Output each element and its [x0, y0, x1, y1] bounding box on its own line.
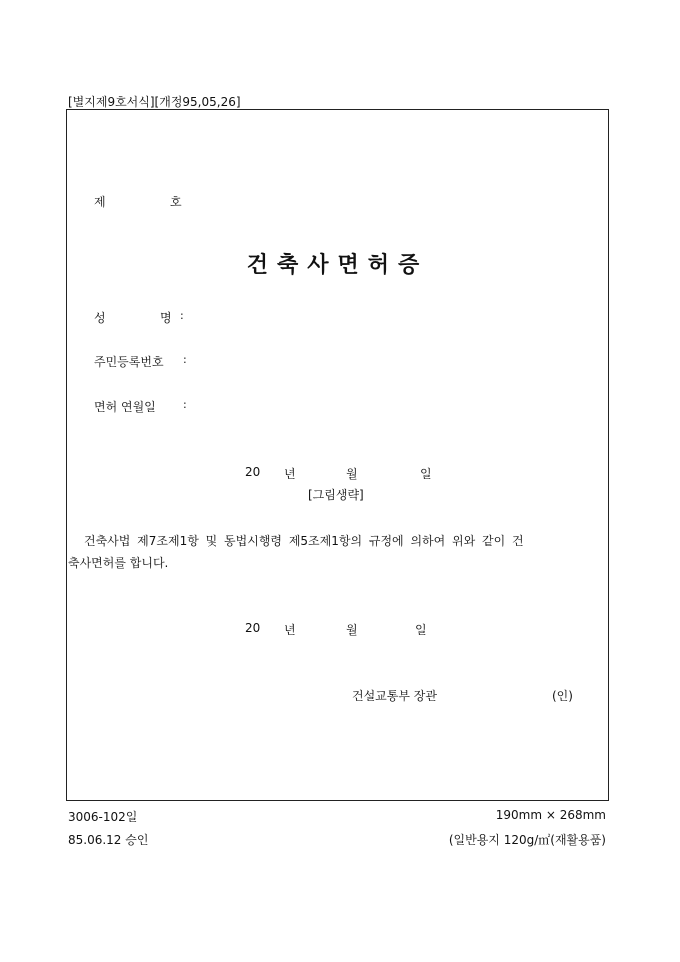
name-label-part1: 성 — [94, 311, 106, 325]
date2-day-label: 일 — [415, 623, 427, 637]
license-date-label: 면허 연월일 — [94, 400, 156, 414]
certificate-frame — [66, 109, 609, 801]
paper-size: 190mm × 268mm — [495, 808, 606, 822]
date2-year-label: 년 — [284, 623, 296, 637]
date1-month-label: 월 — [346, 467, 358, 481]
date2-year: 20 — [245, 621, 261, 635]
photo-placeholder: [그림생략] — [308, 488, 364, 502]
date1-day-label: 일 — [420, 467, 432, 481]
serial-number-suffix: 호 — [170, 195, 182, 209]
approval-date: 85.06.12 승인 — [68, 833, 149, 847]
license-date-colon: : — [183, 398, 187, 411]
date2-month-label: 월 — [346, 623, 358, 637]
resident-id-colon: : — [183, 353, 187, 366]
date1-year: 20 — [245, 465, 261, 479]
name-label-part2: 명 — [160, 311, 172, 325]
certificate-title: 건축사면허증 — [246, 252, 429, 278]
certification-text-line2: 축사면허를 합니다. — [68, 556, 169, 570]
issuer-name: 건설교통부 장관 — [352, 689, 437, 703]
name-colon: : — [180, 309, 184, 322]
form-code: 3006-102일 — [68, 810, 138, 824]
certification-text-line1: 건축사법 제7조제1항 및 동법시행령 제5조제1항의 규정에 의하여 위와 같이 건 — [84, 534, 524, 548]
serial-number-label: 제 — [94, 195, 106, 209]
seal-mark: (인) — [552, 689, 573, 703]
date1-year-label: 년 — [284, 467, 296, 481]
paper-spec: (일반용지 120g/㎡(재활용품) — [448, 833, 606, 847]
resident-id-label: 주민등록번호 — [94, 355, 164, 369]
form-number-label: [별지제9호서식][개정95,05,26] — [68, 95, 241, 109]
